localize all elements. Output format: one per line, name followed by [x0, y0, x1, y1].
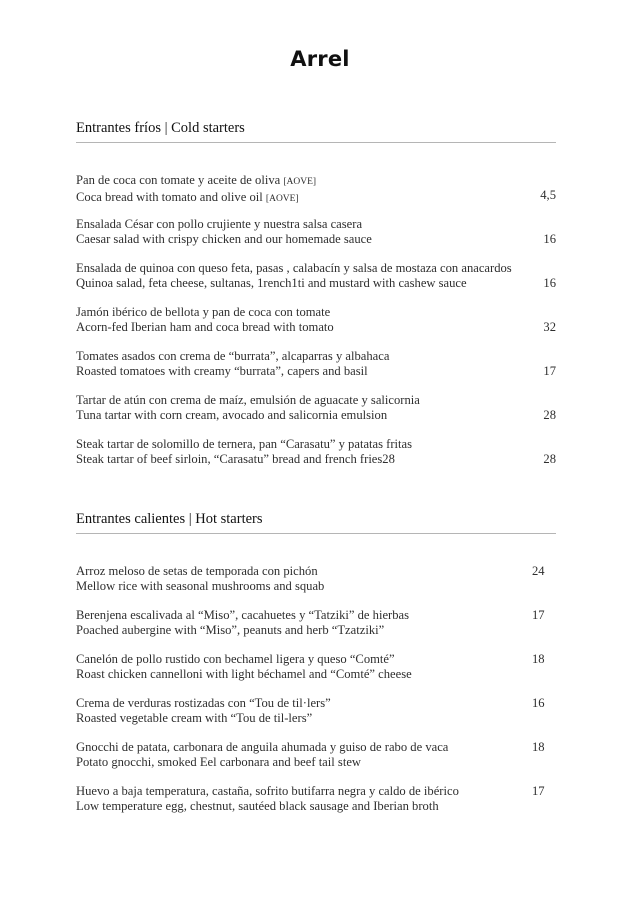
section-heading-hot-starters: Entrantes calientes | Hot starters — [76, 511, 263, 527]
item-price: 17 — [543, 364, 556, 378]
item-price: 18 — [532, 652, 545, 666]
item-name-es: Tomates asados con crema de “burrata”, alcaparras y albahaca — [76, 349, 390, 363]
item-name-es: Ensalada de quinoa con queso feta, pasas , calabacín y salsa de mostaza con anacardos — [76, 261, 512, 275]
restaurant-title: Arrel — [290, 47, 350, 71]
item-name-en: Mellow rice with seasonal mushrooms and squab — [76, 579, 325, 593]
item-name-es: Arroz meloso de setas de temporada con pichón — [76, 564, 318, 578]
item-name-es: Steak tartar de solomillo de ternera, pan “Carasatu” y patatas fritas — [76, 437, 413, 451]
item-name-en: Coca bread with tomato and olive oil [AOVE] — [76, 190, 299, 204]
item-name-es: Berenjena escalivada al “Miso”, cacahuetes y “Tatziki” de hierbas — [76, 608, 410, 622]
item-name-en: Caesar salad with crispy chicken and our homemade sauce — [76, 232, 372, 246]
item-price: 28 — [543, 452, 556, 466]
item-name-es: Huevo a baja temperatura, castaña, sofrito butifarra negra y caldo de ibérico — [76, 784, 459, 798]
item-price: 24 — [532, 564, 545, 578]
item-price: 18 — [532, 740, 545, 754]
item-price: 16 — [543, 232, 556, 246]
item-name-es: Pan de coca con tomate y aceite de oliva [AOVE] — [76, 173, 317, 187]
item-name-es: Gnocchi de patata, carbonara de anguila ahumada y guiso de rabo de vaca — [76, 740, 449, 754]
item-price: 17 — [532, 784, 545, 798]
menu-item — [76, 261, 556, 291]
menu-item — [76, 173, 556, 207]
item-name-es: Crema de verduras rostizadas con “Tou de til·lers” — [76, 696, 331, 710]
menu-item — [76, 437, 556, 467]
item-price: 16 — [532, 696, 545, 710]
section-heading-cold-starters: Entrantes fríos | Cold starters — [76, 120, 245, 136]
menu-item — [76, 784, 556, 814]
item-name-en: Poached aubergine with “Miso”, peanuts and herb “Tzatziki” — [76, 623, 385, 637]
item-name-en: Roasted tomatoes with creamy “burrata”, capers and basil — [76, 364, 368, 378]
item-price: 4,5 — [540, 188, 556, 202]
item-price: 28 — [543, 408, 556, 422]
item-name-en: Low temperature egg, chestnut, sautéed black sausage and Iberian broth — [76, 799, 439, 813]
item-price: 17 — [532, 608, 545, 622]
menu-item — [76, 740, 556, 770]
item-name-en: Acorn-fed Iberian ham and coca bread with tomato — [76, 320, 334, 334]
item-name-es: Tartar de atún con crema de maíz, emulsión de aguacate y salicornia — [76, 393, 420, 407]
item-name-es: Canelón de pollo rustido con bechamel ligera y queso “Comté” — [76, 652, 395, 666]
menu-item — [76, 608, 556, 638]
menu-item — [76, 305, 556, 335]
item-name-es: Jamón ibérico de bellota y pan de coca con tomate — [76, 305, 331, 319]
item-name-en: Potato gnocchi, smoked Eel carbonara and beef tail stew — [76, 755, 362, 769]
item-name-en: Steak tartar of beef sirloin, “Carasatu” bread and french fries28 — [76, 452, 395, 466]
item-name-en: Quinoa salad, feta cheese, sultanas, 1rench1ti and mustard with cashew sauce — [76, 276, 467, 290]
menu-item — [76, 217, 556, 247]
item-price: 16 — [543, 276, 556, 290]
item-name-en: Roast chicken cannelloni with light béchamel and “Comté” cheese — [76, 667, 412, 681]
section-divider — [76, 533, 556, 534]
menu-item — [76, 349, 556, 379]
item-name-en: Tuna tartar with corn cream, avocado and salicornia emulsion — [76, 408, 388, 422]
item-name-en: Roasted vegetable cream with “Tou de til-lers” — [76, 711, 313, 725]
item-price: 32 — [543, 320, 556, 334]
menu-item — [76, 696, 556, 726]
menu-item — [76, 564, 556, 594]
item-name-es: Ensalada César con pollo crujiente y nuestra salsa casera — [76, 217, 363, 231]
section-divider — [76, 142, 556, 143]
menu-item — [76, 652, 556, 682]
menu-item — [76, 393, 556, 423]
